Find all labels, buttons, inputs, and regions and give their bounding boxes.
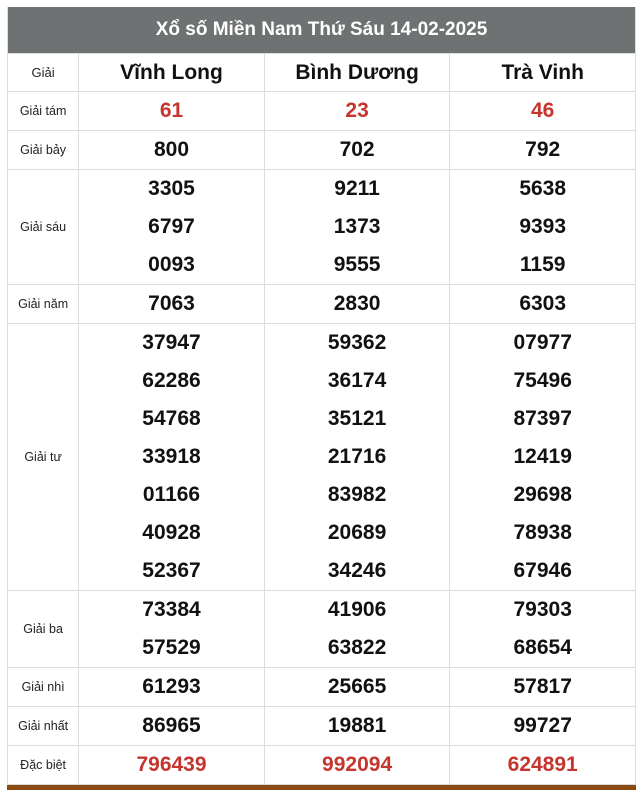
winning-number: 62286 [142,369,201,392]
prize-cell-binh-duong [264,746,450,785]
winning-number: 35121 [327,407,387,430]
winning-number: 86965 [142,714,201,737]
prize-cell-vinh-long [79,92,265,131]
winning-number: 2830 [333,292,381,315]
winning-number: 796439 [136,753,207,776]
winning-number: 7063 [148,292,195,315]
winning-number: 52367 [142,559,201,582]
winning-number: 20689 [327,521,387,544]
winning-number: 07977 [513,331,572,354]
winning-number: 1373 [333,215,381,238]
prize-column-header: Giải [8,54,79,92]
winning-number: 75496 [513,369,572,392]
prize-cell-vinh-long [79,668,265,707]
prize-cell-vinh-long [79,170,265,285]
winning-number: 99727 [513,714,572,737]
page-title: Xổ số Miền Nam Thứ Sáu 14-02-2025 [7,7,636,53]
prize-cell-vinh-long [79,285,265,324]
winning-number: 57529 [142,636,201,659]
prize-cell-binh-duong [264,707,450,746]
prize-cell-tra-vinh [450,170,636,285]
table-row [8,92,636,131]
winning-number: 21716 [327,445,387,468]
winning-number: 87397 [513,407,572,430]
prize-cell-vinh-long [79,746,265,785]
province-header-tra-vinh[interactable]: Trà Vinh [450,54,636,92]
winning-number: 23 [345,99,369,122]
winning-number: 29698 [513,483,572,506]
prize-cell-vinh-long [79,591,265,668]
winning-number: 5638 [519,177,567,200]
winning-number: 61 [159,99,184,122]
prize-cell-tra-vinh [450,324,636,591]
prize-cell-binh-duong [264,591,450,668]
prize-cell-tra-vinh [450,591,636,668]
winning-number: 9393 [519,215,567,238]
prize-cell-tra-vinh [450,668,636,707]
prize-cell-binh-duong [264,131,450,170]
winning-number: 9555 [333,253,381,276]
table-row [8,707,636,746]
prize-cell-binh-duong [264,285,450,324]
prize-cell-vinh-long [79,324,265,591]
winning-number: 6797 [148,215,195,238]
winning-number: 792 [525,138,561,161]
prize-cell-tra-vinh [450,131,636,170]
prize-cell-tra-vinh [450,92,636,131]
winning-number: 992094 [322,753,393,776]
winning-number: 41906 [327,598,387,621]
prize-cell-binh-duong [264,668,450,707]
prize-label-giai-ba: Giải ba [8,591,79,668]
prize-cell-binh-duong [264,92,450,131]
results-table [7,53,636,785]
prize-label-giai-sau: Giải sáu [8,170,79,285]
winning-number: 46 [531,99,555,122]
prize-cell-vinh-long [79,131,265,170]
prize-cell-tra-vinh [450,285,636,324]
winning-number: 73384 [142,598,201,621]
prize-label-giai-tam: Giải tám [8,92,79,131]
prize-label-giai-nhi: Giải nhì [8,668,79,707]
winning-number: 68654 [513,636,572,659]
winning-number: 59362 [327,331,387,354]
winning-number: 33918 [142,445,201,468]
table-row [8,591,636,668]
bottom-divider [7,785,636,790]
winning-number: 67946 [513,559,572,582]
winning-number: 0093 [148,253,195,276]
prize-cell-tra-vinh [450,746,636,785]
table-row [8,324,636,591]
winning-number: 83982 [327,483,387,506]
lottery-results-panel [7,7,636,790]
winning-number: 61293 [142,675,201,698]
prize-label-giai-nhat: Giải nhất [8,707,79,746]
prize-label-giai-tu: Giải tư [8,324,79,591]
winning-number: 40928 [142,521,201,544]
prize-cell-vinh-long [79,707,265,746]
winning-number: 54768 [142,407,201,430]
winning-number: 57817 [513,675,572,698]
winning-number: 702 [339,138,375,161]
prize-cell-tra-vinh [450,707,636,746]
winning-number: 19881 [327,714,387,737]
winning-number: 1159 [519,253,566,276]
prize-label-dac-biet: Đặc biệt [8,746,79,785]
winning-number: 78938 [513,521,572,544]
prize-cell-binh-duong [264,170,450,285]
winning-number: 63822 [327,636,387,659]
winning-number: 25665 [327,675,387,698]
winning-number: 800 [153,138,190,161]
winning-number: 9211 [334,177,380,200]
prize-cell-binh-duong [264,324,450,591]
winning-number: 6303 [519,292,567,315]
winning-number: 3305 [148,177,195,200]
table-header-row [8,54,636,92]
winning-number: 79303 [513,598,572,621]
table-row [8,668,636,707]
table-row [8,746,636,785]
province-header-binh-duong[interactable]: Bình Dương [264,54,450,92]
winning-number: 37947 [142,331,201,354]
prize-label-giai-nam: Giải năm [8,285,79,324]
winning-number: 12419 [513,445,572,468]
table-row [8,131,636,170]
table-row [8,285,636,324]
table-row [8,170,636,285]
winning-number: 01166 [142,483,201,506]
province-header-vinh-long[interactable]: Vĩnh Long [79,54,265,92]
winning-number: 624891 [507,753,578,776]
prize-label-giai-bay: Giải bảy [8,131,79,170]
winning-number: 34246 [327,559,387,582]
winning-number: 36174 [327,369,387,392]
